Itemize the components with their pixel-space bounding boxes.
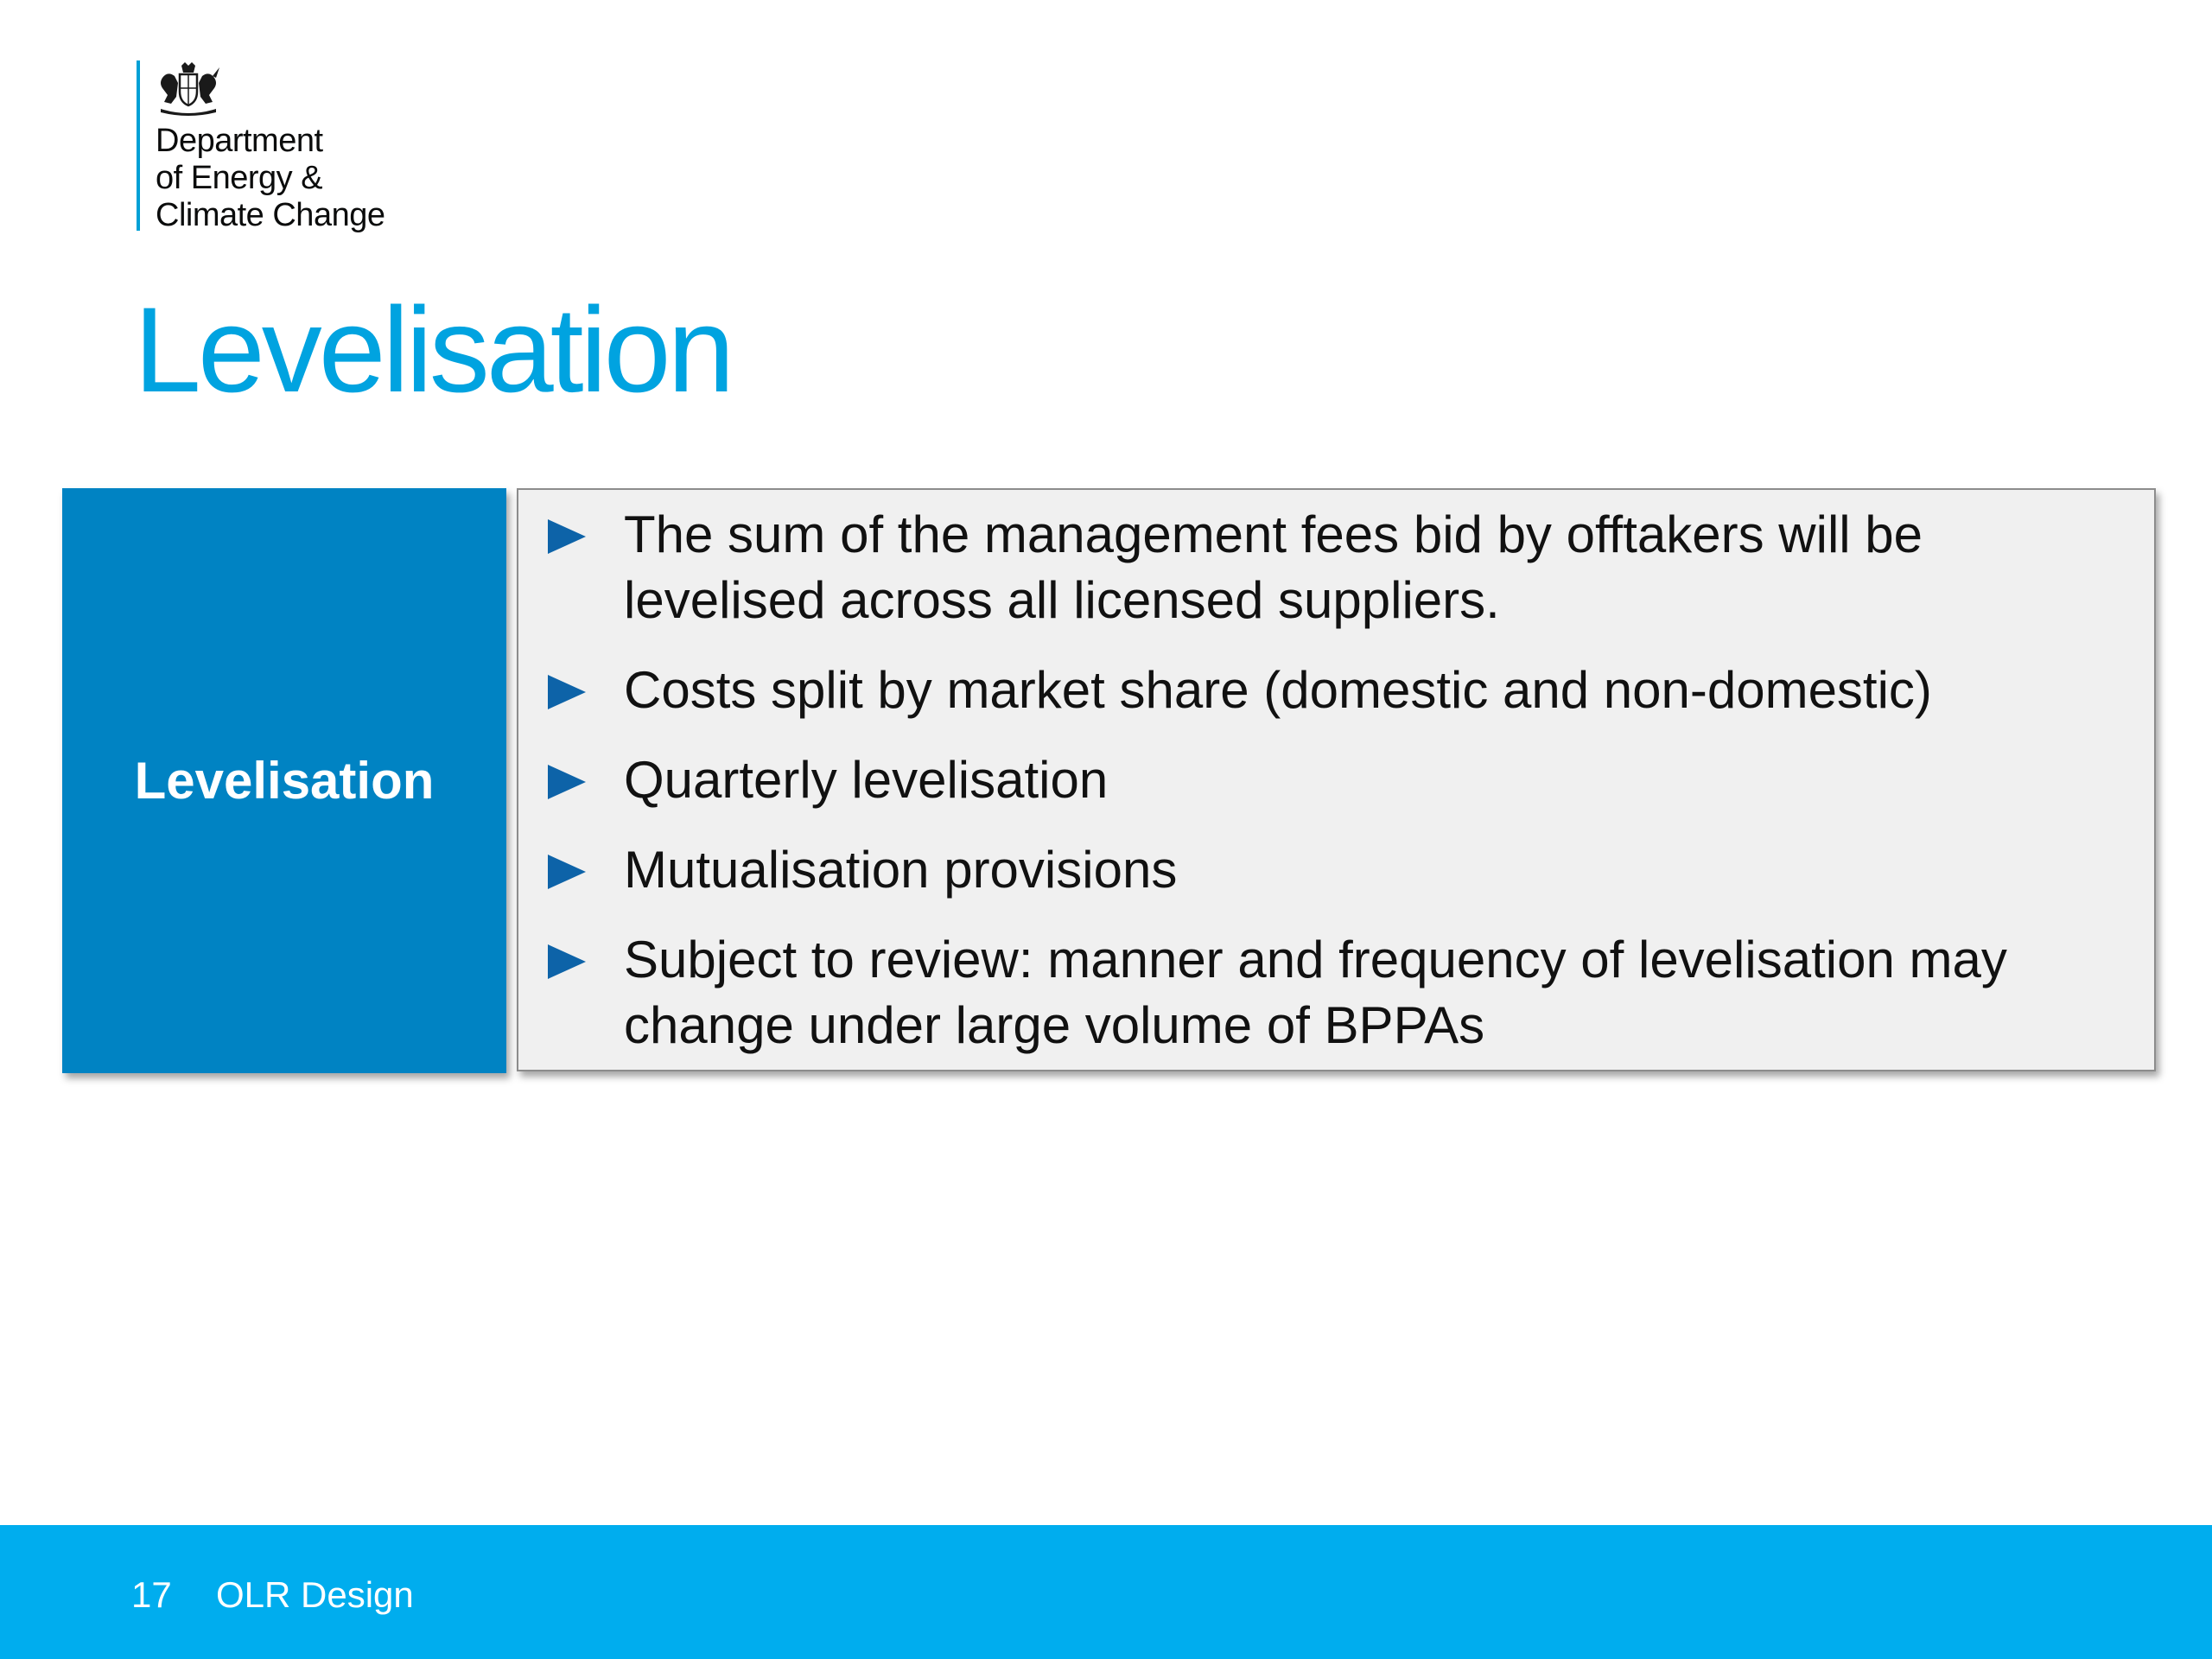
triangle-arrow-right-icon	[548, 855, 586, 889]
department-name-line: of Energy &	[156, 160, 323, 196]
bullet-text: Mutualisation provisions	[624, 841, 1178, 899]
slide-title: Levelisation	[134, 282, 732, 417]
department-name	[156, 123, 385, 234]
triangle-arrow-right-icon	[548, 519, 586, 554]
page-number: 17	[131, 1574, 172, 1615]
bullet-text: Quarterly levelisation	[624, 751, 1109, 809]
section-label: Levelisation	[134, 752, 435, 810]
bullet-item	[518, 747, 2154, 813]
royal-coat-of-arms-icon	[156, 62, 221, 118]
section-label-box	[62, 488, 506, 1073]
bullet-item	[518, 502, 2154, 633]
bullet-list	[518, 502, 2154, 1083]
footer-label: OLR Design	[216, 1574, 414, 1615]
department-name-line: Climate Change	[156, 197, 385, 233]
bullet-text: Costs split by market share (domestic and non-domestic)	[624, 661, 1932, 719]
bullet-item	[518, 658, 2154, 723]
triangle-arrow-right-icon	[548, 765, 586, 799]
triangle-arrow-right-icon	[548, 675, 586, 709]
department-name-line: Department	[156, 123, 323, 159]
bullet-text: The sum of the management fees bid by offtakers will be levelised across all licensed suppliers.	[624, 505, 1923, 629]
triangle-arrow-right-icon	[548, 944, 586, 979]
bullet-item	[518, 837, 2154, 903]
bullet-panel	[517, 488, 2156, 1071]
bullet-text: Subject to review: manner and frequency of levelisation may change under large volume of BPPAs	[624, 931, 2007, 1054]
bullet-item	[518, 927, 2154, 1058]
department-logo	[137, 60, 439, 231]
